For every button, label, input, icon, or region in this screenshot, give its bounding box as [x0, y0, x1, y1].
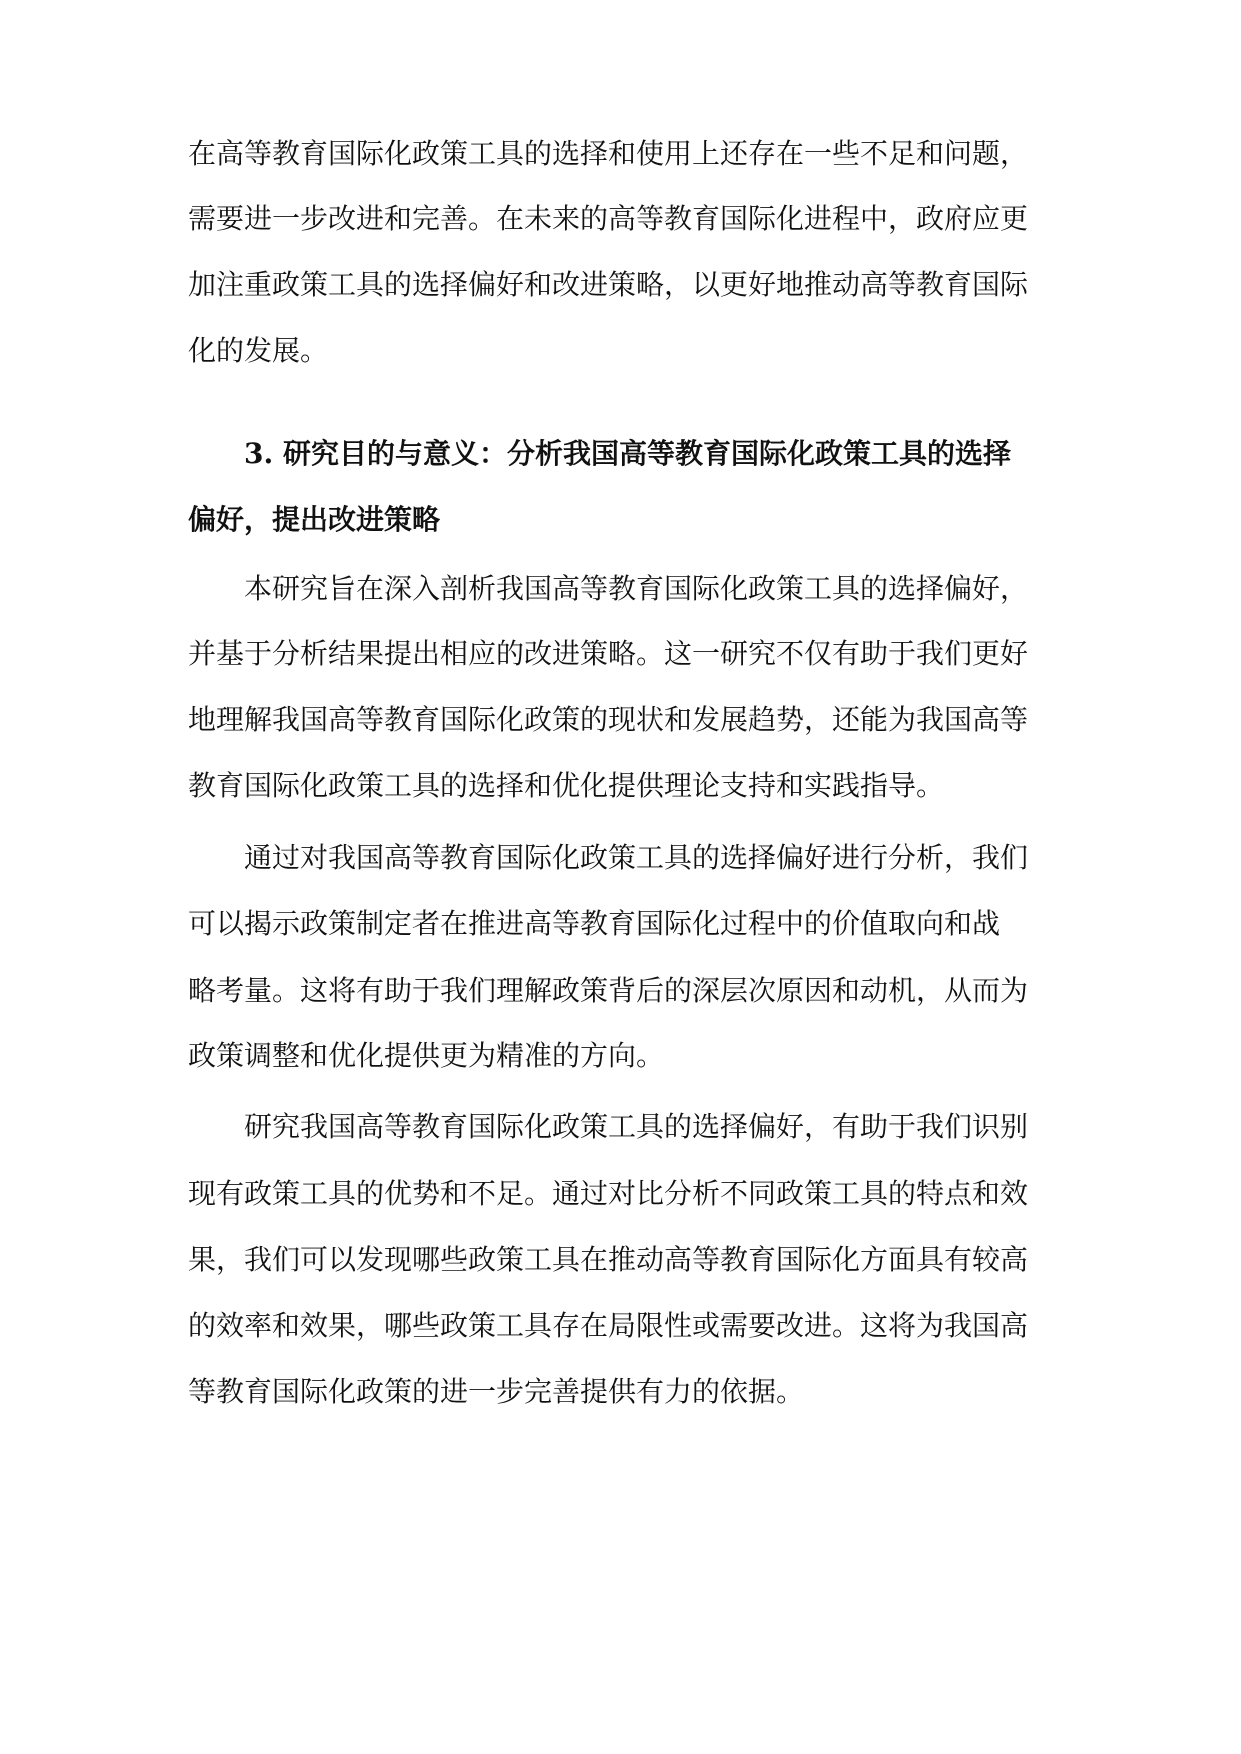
- body-text-line: 政策调整和优化提供更为精准的方向。: [188, 1039, 665, 1072]
- body-text-line: 加注重政策工具的选择偏好和改进策略，以更好地推动高等教育国际: [188, 268, 1029, 301]
- body-text-line: 的效率和效果，哪些政策工具存在局限性或需要改进。这将为我国高: [188, 1309, 1029, 1342]
- body-text-line: 等教育国际化政策的进一步完善提供有力的依据。: [188, 1375, 805, 1408]
- body-text-line: 果，我们可以发现哪些政策工具在推动高等教育国际化方面具有较高: [188, 1243, 1029, 1276]
- body-text-line: 需要进一步改进和完善。在未来的高等教育国际化进程中，政府应更: [188, 202, 1029, 235]
- body-text-line: 并基于分析结果提出相应的改进策略。这一研究不仅有助于我们更好: [188, 637, 1029, 670]
- body-text-line: 通过对我国高等教育国际化政策工具的选择偏好进行分析，我们: [244, 841, 1029, 874]
- section-heading-line: 3. 研究目的与意义：分析我国高等教育国际化政策工具的选择: [244, 437, 1011, 470]
- section-heading-line: 偏好，提出改进策略: [188, 503, 441, 536]
- body-text-line: 略考量。这将有助于我们理解政策背后的深层次原因和动机，从而为: [188, 974, 1029, 1007]
- body-text-line: 地理解我国高等教育国际化政策的现状和发展趋势，还能为我国高等: [188, 703, 1029, 736]
- body-text-line: 化的发展。: [188, 334, 329, 367]
- body-text-line: 现有政策工具的优势和不足。通过对比分析不同政策工具的特点和效: [188, 1177, 1029, 1210]
- body-text-line: 本研究旨在深入剖析我国高等教育国际化政策工具的选择偏好，: [244, 572, 1029, 605]
- body-text-line: 在高等教育国际化政策工具的选择和使用上还存在一些不足和问题，: [188, 137, 1029, 170]
- body-text-line: 教育国际化政策工具的选择和优化提供理论支持和实践指导。: [188, 769, 945, 802]
- body-text-line: 研究我国高等教育国际化政策工具的选择偏好，有助于我们识别: [244, 1110, 1029, 1143]
- body-text-line: 可以揭示政策制定者在推进高等教育国际化过程中的价值取向和战: [188, 907, 1001, 940]
